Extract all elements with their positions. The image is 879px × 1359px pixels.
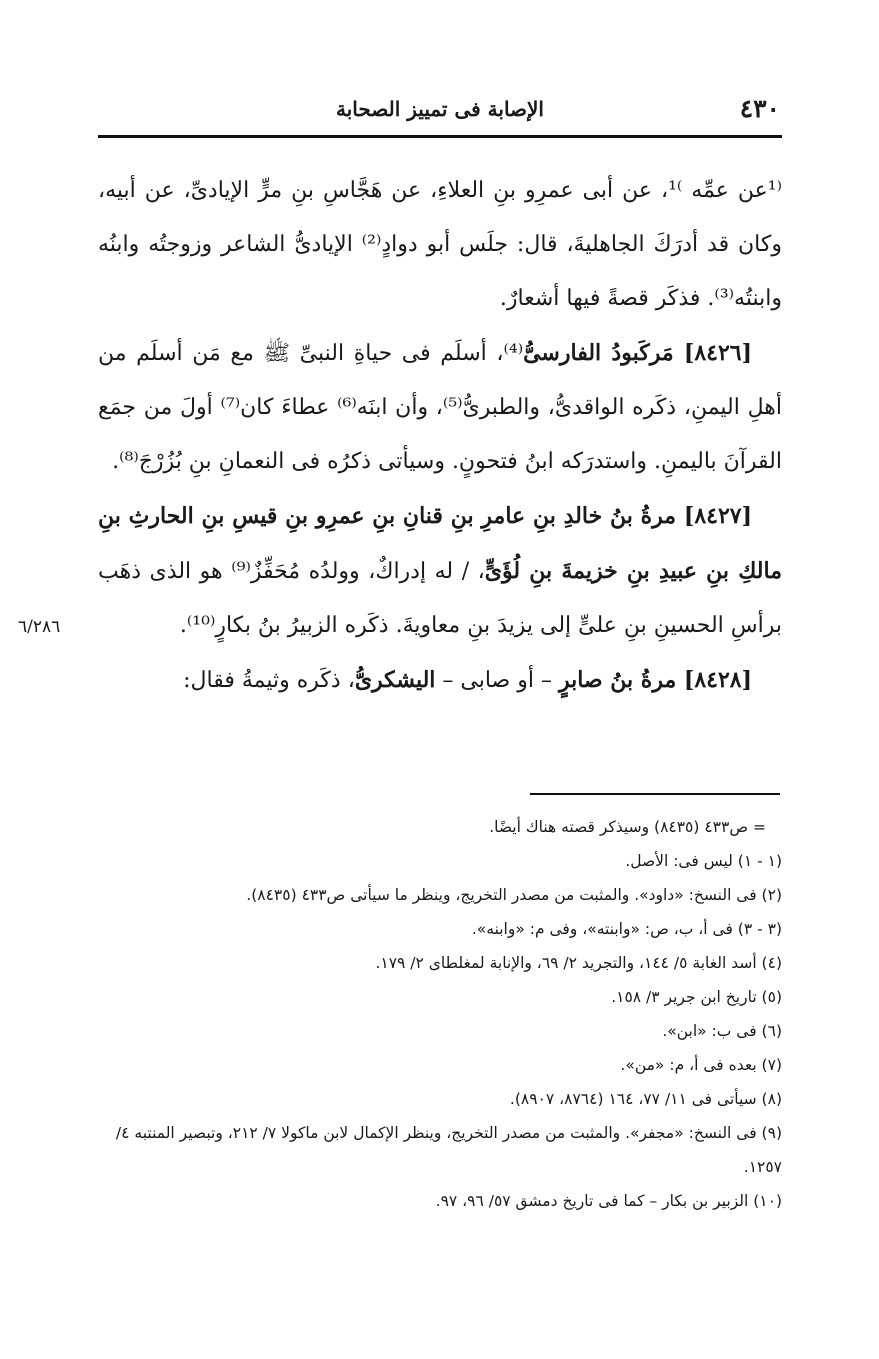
- entry-8426-heading: [٨٤٢٦] مَركَبودُ الفارسىُّ: [523, 340, 752, 366]
- entry-8427: [98, 489, 782, 653]
- footnote-8: (٨) سيأتى فى ١١/ ٧٧، ١٦٤ (٨٧٦٤، ٨٩٠٧).: [509, 1090, 782, 1108]
- footnote-rule: [530, 793, 780, 795]
- entry-8428: [98, 653, 782, 708]
- entry-8426-text: ⁽⁴⁾، أسلَم فى حياةِ النبىِّ ﷺ مع مَن أسلَم من أهلِ اليمنِ، ذكَره الواقدىُّ، والطبرىُّ⁽⁵⁾، وأن ابنَه⁽⁶⁾ عطاءَ كان⁽⁷⁾ أولَ من جمَع القرآنَ باليمنِ. واستدرَكه ابنُ فتحونٍ. وسيأتى ذكرُه فى النعمانِ بنِ بُزُرْجَ⁽⁸⁾.: [98, 341, 782, 474]
- entry-8427-text: ، / له إدراكٌ، وولدُه مُحَفِّزٌ⁽⁹⁾ هو الذى ذهَب برأسِ الحسينِ بنِ علىٍّ إلى يزيدَ بنِ معاويةَ. ذكَره الزبيرُ بنُ بكارٍ⁽¹⁰⁾.: [98, 559, 782, 638]
- entry-8428-text: ، ذكَره وثيمةُ فقال:: [183, 668, 355, 693]
- page-header: [100, 92, 780, 126]
- entry-8426: [98, 326, 782, 489]
- footnote-4: (٤) أسد الغابة ٥/ ١٤٤، والتجريد ٢/ ٦٩، والإنابة لمغلطاى ٢/ ١٧٩.: [375, 954, 782, 972]
- paragraph-continuation: ⁽¹عن عمِّه ⁾¹، عن أبى عمرِو بنِ العلاءِ، عن هَجَّاسِ بنِ مرٍّ الإيادىِّ، عن أبيه، وكان قد أدرَكَ الجاهليةَ، قال: جلَس أبو دوادٍ⁽²⁾ الإيادىُّ الشاعر وزوجتُه وابنُه وابنتُه⁽³⁾. فذكَر قصةً فيها أشعارٌ.: [98, 178, 783, 311]
- margin-reference: ٦/٢٨٦: [18, 617, 61, 637]
- footnotes: [98, 810, 782, 1218]
- footnote-5: (٥) تاريخ ابن جرير ٣/ ١٥٨.: [611, 988, 782, 1006]
- entry-8428-alt: – أو صابى –: [435, 668, 559, 693]
- page-number: ٤٣٠: [739, 94, 780, 123]
- entry-8428-heading: [٨٤٢٨] مرةُ بنُ صابرٍ: [558, 667, 752, 693]
- footnote-10: (١٠) الزبير بن بكار – كما فى تاريخ دمشق ٥٧/ ٩٦، ٩٧.: [435, 1192, 782, 1210]
- footnote-6: (٦) فى ب: «ابن».: [662, 1022, 782, 1040]
- header-rule: [98, 135, 782, 138]
- entry-8427-heading: [٨٤٢٧] مرةُ بنُ خالدِ بنِ عامرِ بنِ قنانِ بنِ عمرِو بنِ قيسِ بنِ الحارثِ بنِ مالكِ بنِ عبيدِ بنِ خزيمةَ بنِ لُؤَىٍّ: [98, 503, 782, 584]
- footnote-7: (٧) بعده فى أ، م: «من».: [620, 1056, 782, 1074]
- footnote-9: (٩) فى النسخ: «مجفر». والمثبت من مصدر التخريج، وينظر الإكمال لابن ماكولا ٧/ ٢١٢، وتبصير المنتبه ٤/ ١٢٥٧.: [115, 1124, 782, 1176]
- footnote-continuation: = ص٤٣٣ (٨٤٣٥) وسيذكر قصته هناك أيضًا.: [489, 818, 766, 836]
- main-text: [98, 164, 782, 708]
- entry-8428-nisba: اليشكرىُّ: [354, 667, 436, 693]
- footnote-2: (٢) فى النسخ: «داود». والمثبت من مصدر التخريج، وينظر ما سيأتى ص٤٣٣ (٨٤٣٥).: [246, 886, 782, 904]
- footnote-1: (١ - ١) ليس فى: الأصل.: [625, 852, 782, 870]
- running-title: الإصابة فى تمييز الصحابة: [336, 97, 544, 121]
- footnote-3: (٣ - ٣) فى أ، ب، ص: «وابنته»، وفى م: «وابنه».: [471, 920, 782, 938]
